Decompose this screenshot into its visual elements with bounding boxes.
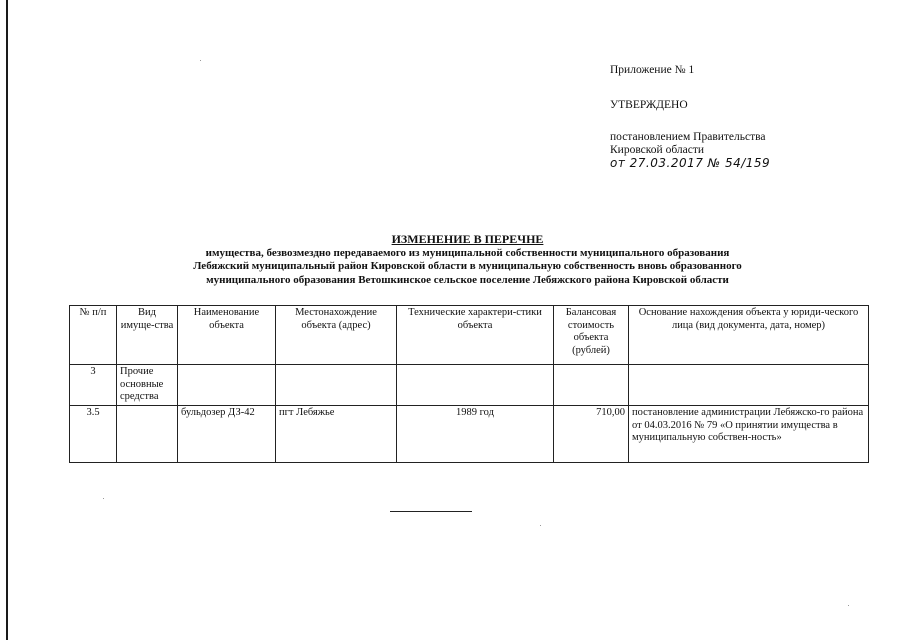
resolution-date: от 27.03.2017 № 54/159: [610, 156, 771, 170]
approval-block: [610, 64, 890, 170]
header-property-type: Вид имуще-ства: [117, 306, 178, 365]
cell-location: пгт Лебяжье: [276, 406, 397, 463]
property-table: [69, 305, 869, 463]
cell-legal-basis: [629, 365, 869, 406]
header-book-value: Балансовая стоимость объекта (рублей): [554, 306, 629, 365]
cell-number: 3: [70, 365, 117, 406]
cell-book-value: [554, 365, 629, 406]
header-location: Местонахождение объекта (адрес): [276, 306, 397, 365]
approved-stamp: УТВЕРЖДЕНО: [610, 99, 688, 111]
title-heading: ИЗМЕНЕНИЕ В ПЕРЕЧНЕ: [391, 232, 544, 246]
table-header-row: [70, 306, 869, 365]
header-number: № п/п: [70, 306, 117, 365]
title-line-2: Лебяжский муниципальный район Кировской области в муниципальную собственность вновь образованного: [193, 260, 742, 273]
cell-location: [276, 365, 397, 406]
cell-specs: [397, 365, 554, 406]
cell-legal-basis: постановление администрации Лебяжско-го района от 04.03.2016 № 79 «О принятии имущества в муниципальную собствен-ность»: [629, 406, 869, 463]
scan-speck: [540, 525, 541, 526]
cell-property-type: Прочие основные средства: [117, 365, 178, 406]
cell-property-type: [117, 406, 178, 463]
table-row: [70, 406, 869, 463]
cell-book-value: 710,00: [554, 406, 629, 463]
appendix-label: Приложение № 1: [610, 64, 695, 76]
cell-object-name: [178, 365, 276, 406]
header-specs: Технические характери-стики объекта: [397, 306, 554, 365]
end-of-document-rule: [390, 511, 472, 512]
scan-speck: [848, 605, 849, 606]
cell-object-name: бульдозер ДЗ-42: [178, 406, 276, 463]
table-row: [70, 365, 869, 406]
resolution-line-1: постановлением Правительства: [610, 131, 766, 143]
binding-edge-line: [6, 0, 8, 640]
cell-specs: 1989 год: [397, 406, 554, 463]
cell-number: 3.5: [70, 406, 117, 463]
header-legal-basis: Основание нахождения объекта у юриди-ческого лица (вид документа, дата, номер): [629, 306, 869, 365]
title-line-3: муниципального образования Ветошкинское сельское поселение Лебяжского района Кировской области: [206, 273, 729, 286]
header-object-name: Наименование объекта: [178, 306, 276, 365]
resolution-line-2: Кировской области: [610, 144, 705, 156]
scan-speck: [103, 498, 104, 499]
scan-speck: [200, 60, 201, 61]
document-title: [70, 233, 865, 287]
title-line-1: имущества, безвозмездно передаваемого из муниципальной собственности муниципального образования: [205, 246, 730, 259]
